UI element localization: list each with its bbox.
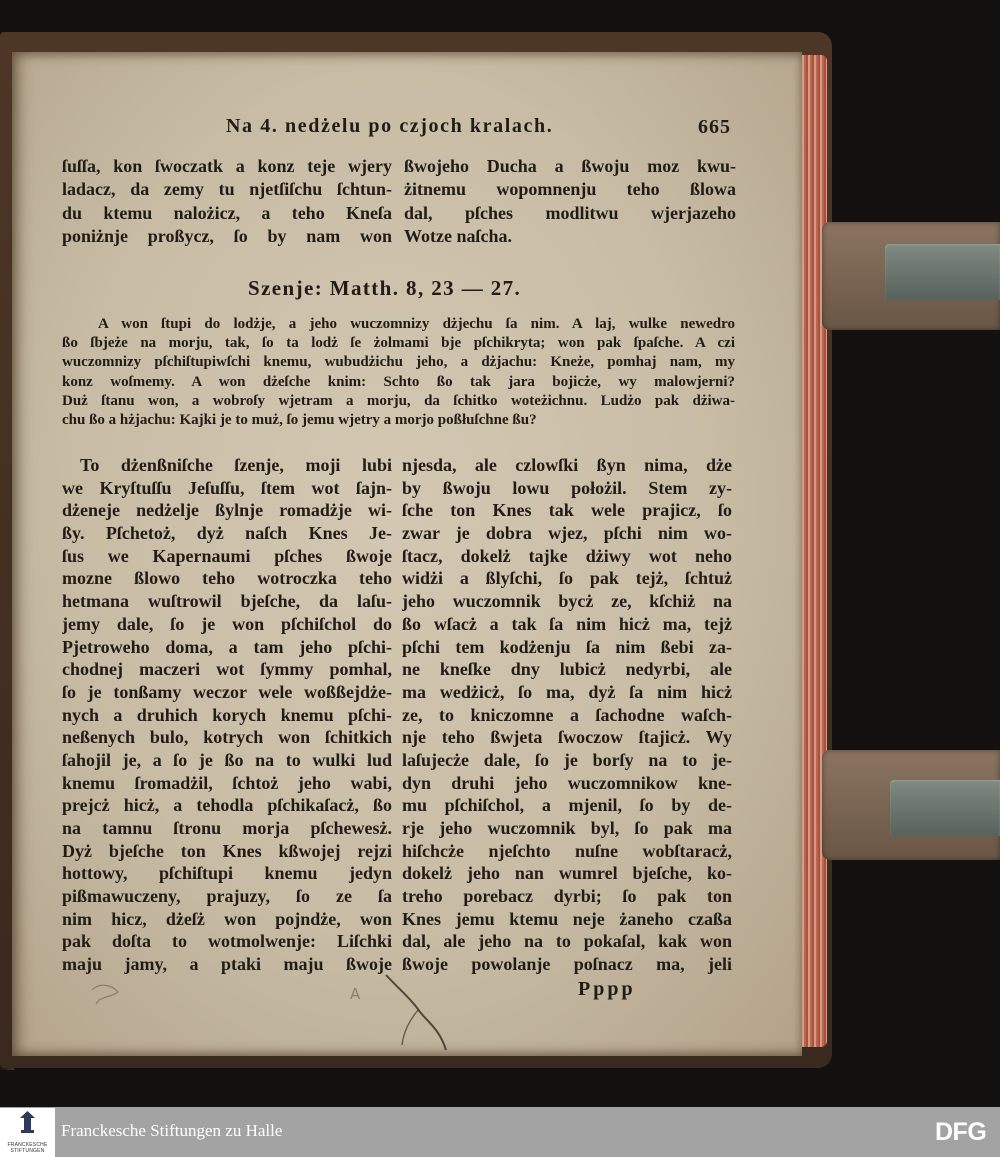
pencil-mark: A bbox=[350, 985, 361, 1003]
pericope-line: wuczomnizy pſchiſtupiwſchi knemu, wubudżichu jeho, a dżjachu: Kneże, pomhaj nam, my bbox=[62, 354, 735, 371]
institution-name: Franckesche Stiftungen zu Halle bbox=[61, 1121, 283, 1140]
body-line: pißmawuczeny, prajuzy, ſo ze ſa bbox=[62, 886, 392, 907]
page-edges bbox=[800, 55, 827, 1047]
body-line: ßwoje powolanje poſnacz ma, jeli bbox=[402, 954, 732, 975]
body-right-column bbox=[402, 454, 732, 976]
body-line: dal, ale jeho na to pokaſal, kak won bbox=[402, 931, 732, 952]
pericope-line: chu ßo a hżjachu: Kajki je to muż, ſo jemu wjetry a morjo poßłuſchne ßu? bbox=[62, 411, 537, 428]
pericope-line: konz woſmemy. A won dżeſche knim: Schto ßo tak jara bojicże, wy malowjerni? bbox=[62, 373, 735, 390]
intro-left-column bbox=[62, 155, 392, 248]
page-number: 665 bbox=[698, 116, 731, 138]
body-line: hetmana wuſtrowil bjeſche, da laſu- bbox=[62, 591, 392, 612]
body-line: ſtacz, dokelż tajke dżiwy wot neho bbox=[402, 545, 732, 566]
body-line: dokelż jeho nan wumrel bjeſche, ko- bbox=[402, 863, 732, 884]
body-line: jeho wuczomnik bycż ze, kſchiż na bbox=[402, 591, 732, 612]
body-line: nych a druhich korych knemu pſchi- bbox=[62, 704, 392, 725]
clasp-lower-metal bbox=[890, 780, 1000, 836]
body-line: ma wedżicż, ſo ma, dyż ſa nim hicż bbox=[402, 681, 732, 702]
body-line: To dżenßniſche ſzenje, moji lubi bbox=[80, 455, 392, 475]
body-line: na tamnu ſtronu morja pſchewesż. bbox=[62, 818, 392, 838]
catchword: Pppp bbox=[578, 978, 636, 1000]
body-line: chodnej maczeri wot ſymmy pomhal, bbox=[62, 659, 392, 680]
body-line: ſche ton Knes tak wele prajicz, ſo bbox=[402, 500, 732, 521]
body-line: mozne ßlowo teho wotroczka teho bbox=[62, 568, 392, 589]
body-line: rje jeho wuczomnik byl, ſo pak ma bbox=[402, 818, 732, 838]
body-line: mu pſchiſchol, a mjenil, ſo by de- bbox=[402, 795, 732, 816]
pericope-text bbox=[62, 315, 735, 430]
intro-line: poniżnje proßycz, ſo by nam won bbox=[62, 225, 392, 246]
body-line: zwar je dobra wjez, pſchi nim wo- bbox=[402, 523, 732, 544]
body-line: ne kneſke dny lubicż nedyrbi, ale bbox=[402, 659, 732, 680]
body-line: Knes jemu ktemu neje żaneho czaßa bbox=[402, 908, 732, 929]
intro-line: ſuſſa, kon ſwoczatk a konz teje wjery bbox=[62, 156, 392, 176]
intro-line: dal, pſches modlitwu wjerjazeho bbox=[404, 202, 736, 223]
intro-line: ßwojeho Ducha a ßwoju moz kwu- bbox=[404, 156, 736, 176]
body-line: ßy. Pſchetoż, dyż naſch Knes Je- bbox=[62, 523, 392, 544]
body-line: jemy dale, ſo je won pſchiſchol do bbox=[62, 613, 392, 634]
body-line: ſo je tonßamy weczor wele woßßejdże- bbox=[62, 681, 392, 702]
dfg-logo[interactable]: DFG bbox=[935, 1118, 987, 1146]
pericope-line: ßo ſbjeże na morju, tak, ſo ta lodż ſe żolmami bje pſchikryta; won pak ſpaſche. A czi bbox=[62, 335, 735, 352]
body-line: dżeneje nedżelje ßylnje romadżje wi- bbox=[62, 500, 392, 521]
body-line: hottowy, pſchiſtupi knemu jedyn bbox=[62, 863, 392, 884]
pericope-line: A won ſtupi do lodżje, a jeho wuczomnizy dżjechu ſa nim. A laj, wulke newedro bbox=[98, 316, 735, 332]
body-line: knemu ſromadżil, ſchtoż jeho wabi, bbox=[62, 772, 392, 793]
body-line: Pjetroweho doma, a tam jeho pſchi- bbox=[62, 636, 392, 657]
body-line: we Kryſtuſſu Jeſuſſu, ſtem wot ſajn- bbox=[62, 477, 392, 498]
pericope-line: Duż ſtanu won, a wobroſy wjetram a morju, da ſchitko woteżichnu. Ludżo pak dżiwa- bbox=[62, 392, 735, 409]
body-line: Dyż bjeſche ton Knes kßwojej rejzi bbox=[62, 840, 392, 861]
body-line: laſujecże dale, ſo je borſy na to je- bbox=[402, 749, 732, 770]
institution-logo[interactable] bbox=[0, 1108, 55, 1157]
running-title: Na 4. nedżelu po czjoch kralach. bbox=[226, 115, 554, 137]
body-line: nje teho ßwjeta ſwoczow ſtajicż. Wy bbox=[402, 727, 732, 748]
intro-right-column bbox=[404, 155, 736, 248]
body-line: ze, to kniczomne a ſachodne waſch- bbox=[402, 704, 732, 725]
body-line: hiſchcże njeſchto nuſne wobſtaracż, bbox=[402, 840, 732, 861]
body-line: njesda, ale czlowſki ßyn nima, dże bbox=[402, 455, 732, 475]
body-line: pſchi tem kodżenju ſa nim ßebi za- bbox=[402, 636, 732, 657]
clasp-upper-metal bbox=[885, 244, 1000, 300]
body-line: neßenych bulo, kotrych won ſchitkich bbox=[62, 727, 392, 748]
intro-line: Wotze naſcha. bbox=[404, 225, 512, 246]
viewer-footer-bar bbox=[0, 1107, 1000, 1157]
body-line: pak doſta to wotmolwenje: Liſchki bbox=[62, 931, 392, 952]
logo-text-line: STIFTUNGEN bbox=[10, 1148, 45, 1154]
body-line: by ßwoju lowu położil. Stem zy- bbox=[402, 477, 732, 498]
body-line: widżi a ßlyſchi, ſo pak tejż, ſchtuż bbox=[402, 568, 732, 589]
logo-text-line: FRANCKESCHE bbox=[7, 1142, 48, 1148]
intro-line: żitnemu wopomnenju teho ßlowa bbox=[404, 179, 736, 200]
body-line: treho porebacz dyrbi; ſo pak ton bbox=[402, 886, 732, 907]
pericope-heading: Szenje: Matth. 8, 23 — 27. bbox=[248, 276, 522, 300]
franckesche-emblem-icon bbox=[0, 1108, 55, 1140]
body-line: ſus we Kapernaumi pſches ßwoje bbox=[62, 545, 392, 566]
intro-line: du ktemu nalożicz, a teho Kneſa bbox=[62, 202, 392, 223]
body-left-column bbox=[62, 454, 392, 976]
body-line: prejcż hicż, a tehodla pſchikaſacż, ßo bbox=[62, 795, 392, 816]
body-line: maju jamy, a ptaki maju ßwoje bbox=[62, 954, 392, 975]
body-line: nim hicz, dżeſż won pojndże, won bbox=[62, 908, 392, 929]
body-line: dyn druhi jeho wuczomnikow kne- bbox=[402, 772, 732, 793]
body-line: ſahojil je, a ſo je ßo na to wulki lud bbox=[62, 749, 392, 770]
body-line: ßo wſacż a tak ſa nim hicż ma, tejż bbox=[402, 613, 732, 634]
intro-line: ladacz, da zemy tu njetſiſchu ſchtun- bbox=[62, 179, 392, 200]
